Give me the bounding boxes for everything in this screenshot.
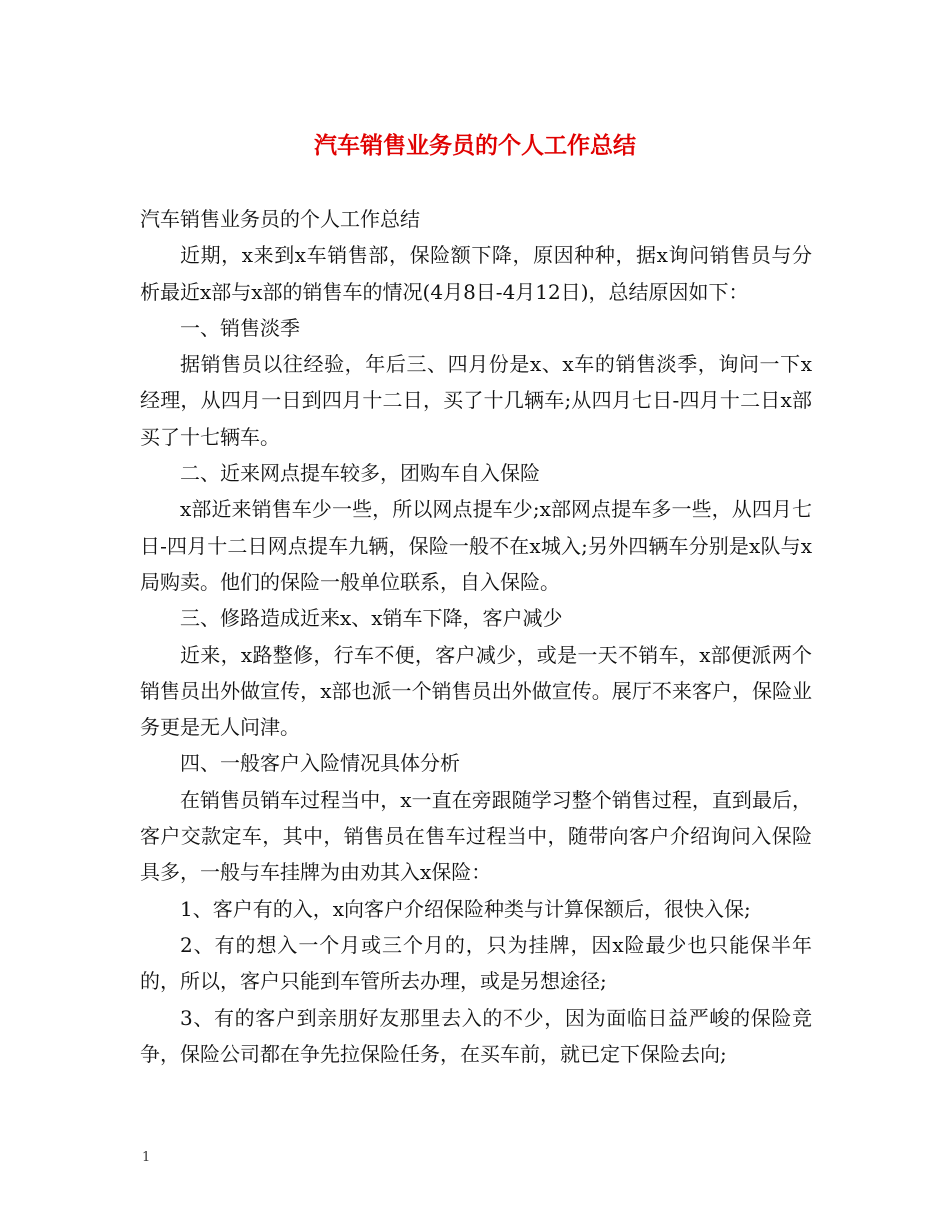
- page-number: 1: [142, 1150, 151, 1165]
- paragraph: 在销售员销车过程当中，x一直在旁跟随学习整个销售过程，直到最后，客户交款定车，其中，销售员在售车过程当中，随带向客户介绍询问入保险具多，一般与车挂牌为由劝其入x保险：: [140, 787, 812, 885]
- paragraph: 近期，x来到x车销售部，保险额下降，原因种种，据x询问销售员与分析最近x部与x部的销售车的情况(4月8日-4月12日)，总结原因如下：: [140, 243, 812, 304]
- document-body: [140, 201, 812, 1072]
- document-title: 汽车销售业务员的个人工作总结: [314, 132, 636, 159]
- paragraph: 2、有的想入一个月或三个月的，只为挂牌，因x险最少也只能保半年的，所以，客户只能到车管所去办理，或是另想途径;: [140, 932, 812, 994]
- paragraph: 3、有的客户到亲朋好友那里去入的不少，因为面临日益严峻的保险竞争，保险公司都在争先拉保险任务，在买车前，就已定下保险去向;: [140, 1005, 812, 1066]
- paragraph: 三、修路造成近来x、x销车下降，客户减少: [180, 606, 563, 631]
- paragraph: 据销售员以往经验，年后三、四月份是x、x车的销售淡季，询问一下x经理，从四月一日到四月十二日，买了十几辆车;从四月七日-四月十二日x部买了十七辆车。: [140, 352, 812, 449]
- paragraph: 一、销售淡季: [180, 315, 300, 340]
- paragraph: x部近来销售车少一些，所以网点提车少;x部网点提车多一些，从四月七日-四月十二日网点提车九辆，保险一般不在x城入;另外四辆车分别是x队与x局购卖。他们的保险一般单位联系，自入保险。: [140, 497, 812, 594]
- paragraph: 近来，x路整修，行车不便，客户减少，或是一天不销车，x部便派两个销售员出外做宣传，x部也派一个销售员出外做宣传。展厅不来客户，保险业务更是无人问津。: [140, 642, 812, 740]
- paragraph: 1、客户有的入，x向客户介绍保险种类与计算保额后，很快入保;: [180, 896, 751, 921]
- paragraph: 四、一般客户入险情况具体分析: [180, 751, 460, 776]
- paragraph: 二、近来网点提车较多，团购车自入保险: [180, 461, 540, 486]
- paragraph: 汽车销售业务员的个人工作总结: [140, 207, 420, 231]
